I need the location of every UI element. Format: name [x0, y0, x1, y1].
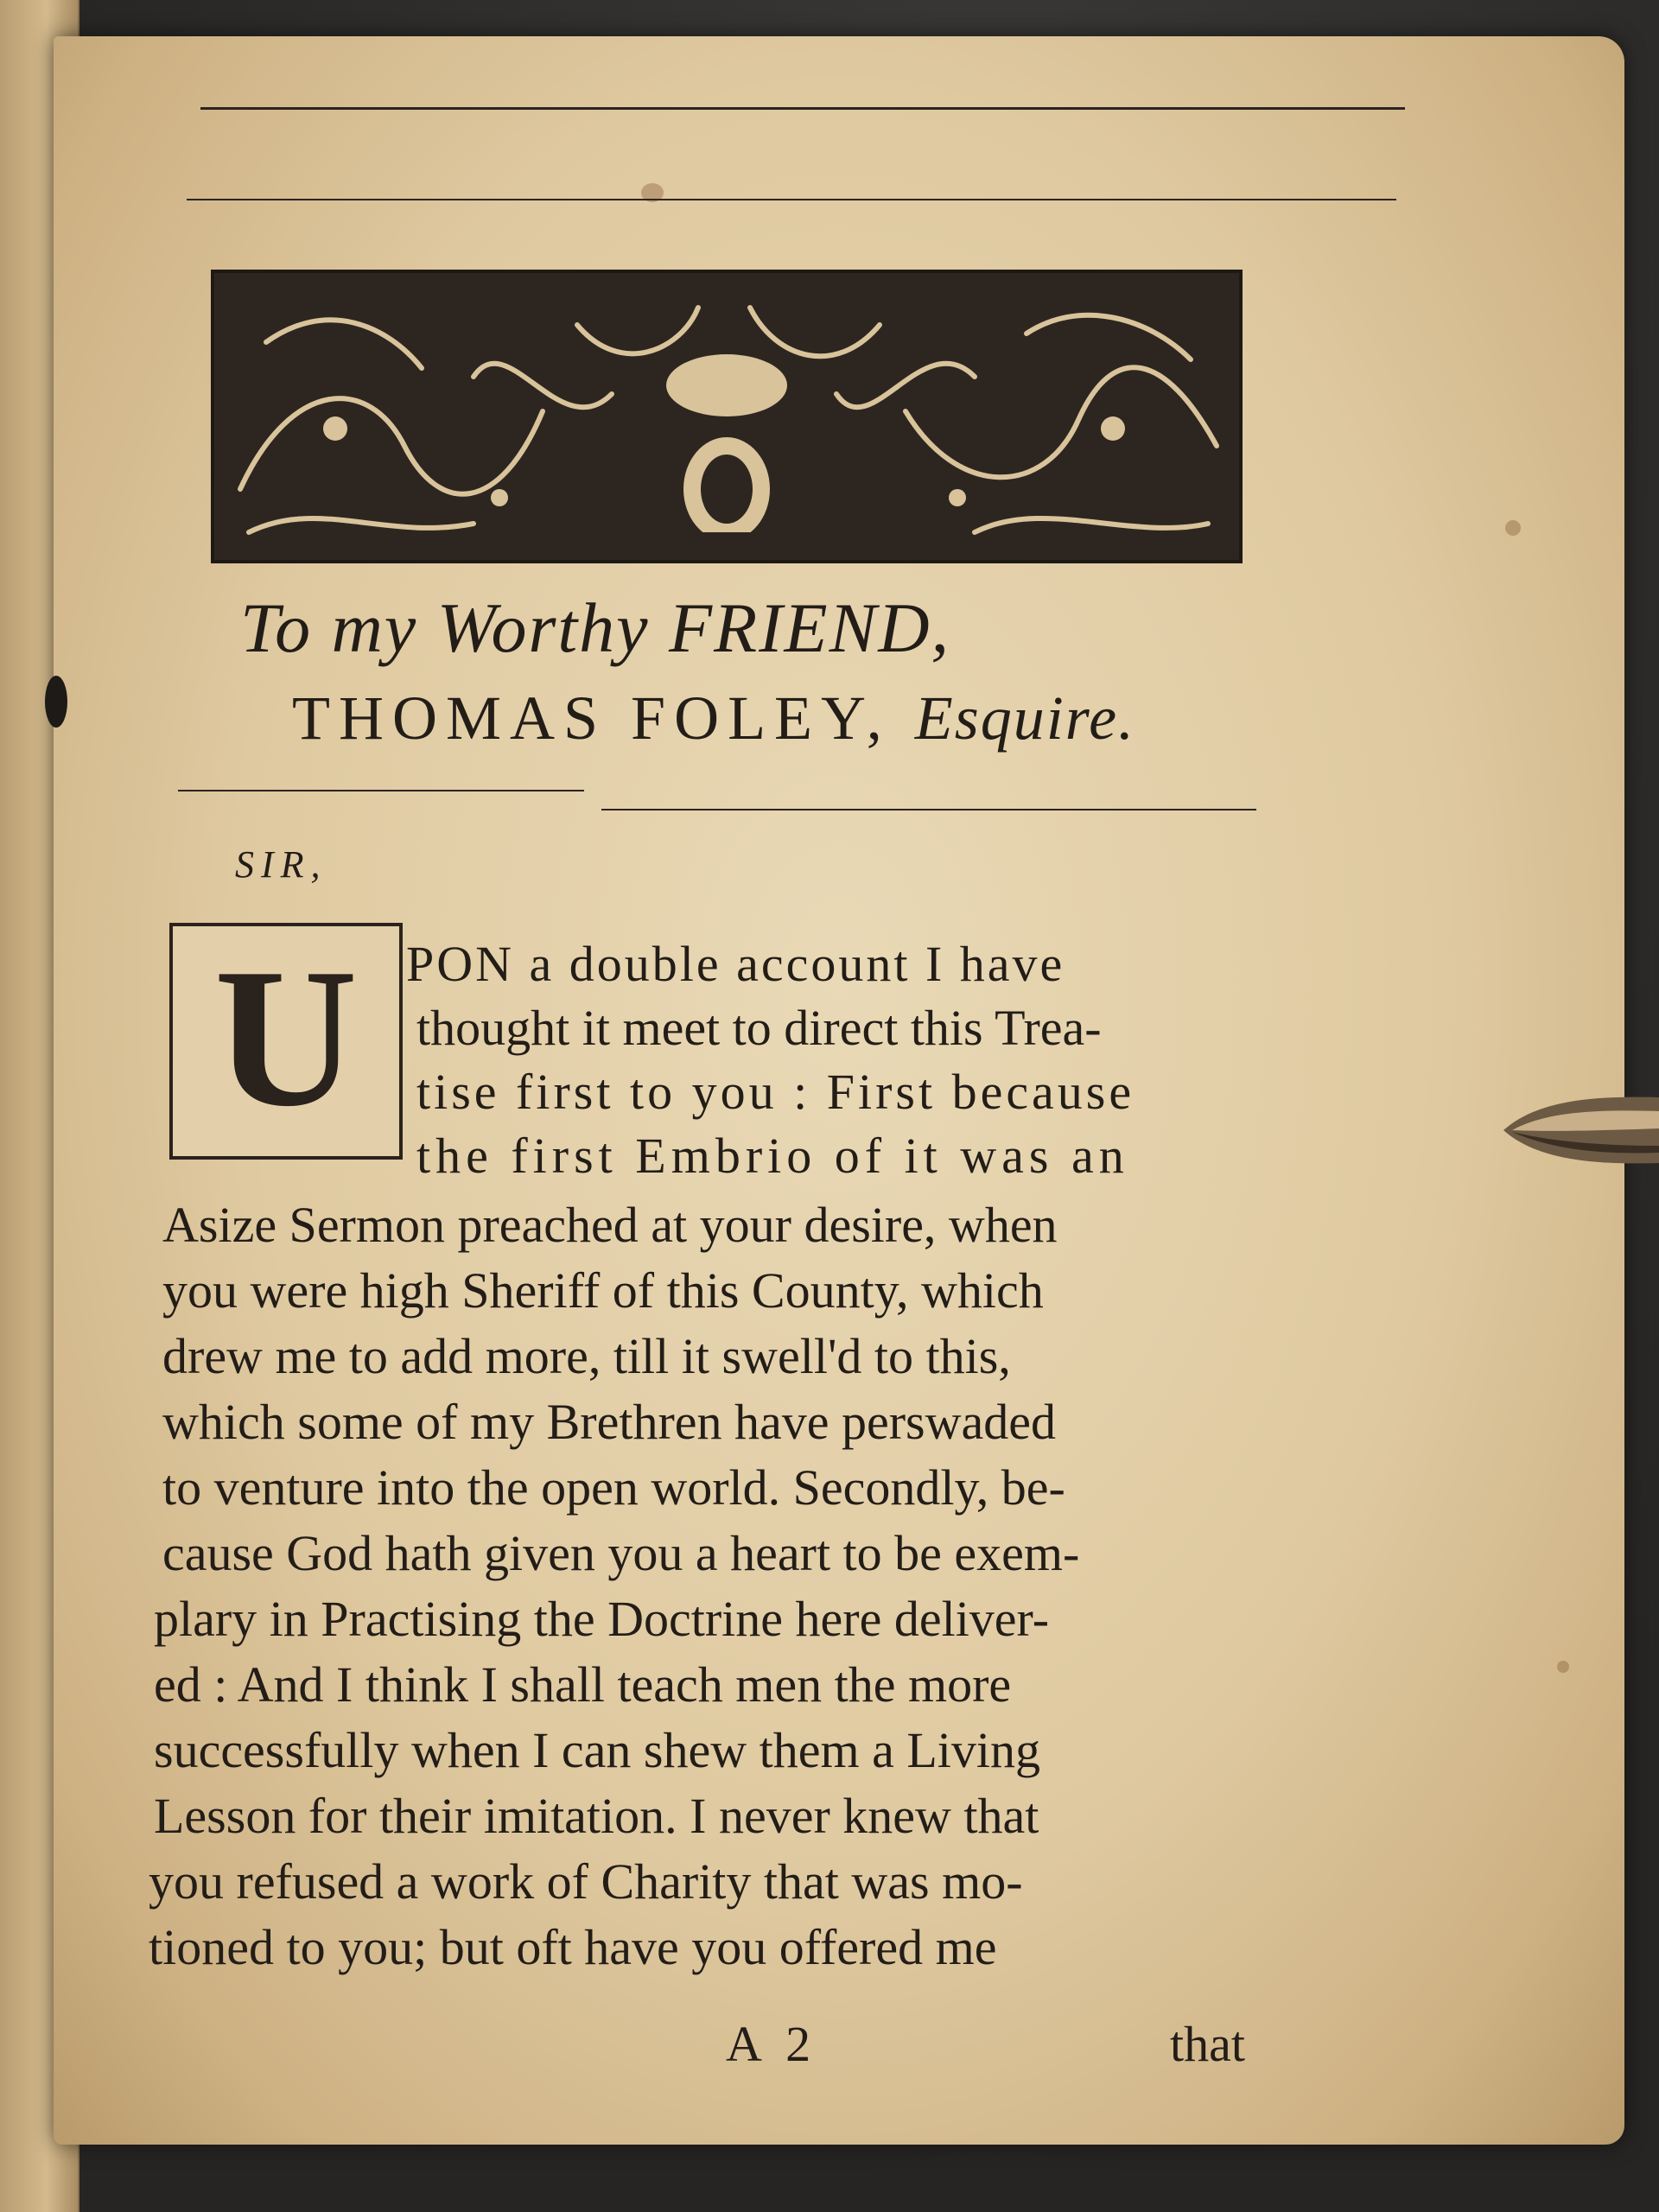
body-line: which some of my Brethren have perswaded: [162, 1394, 1057, 1450]
body-line: drew me to add more, till it swell'd to this,: [162, 1328, 1011, 1384]
catchword: that: [1170, 2016, 1245, 2072]
body-line: Lesson for their imitation. I never knew that: [154, 1788, 1039, 1844]
salutation: SIR,: [235, 843, 327, 886]
signature-mark: A 2: [726, 2016, 818, 2072]
body-line: PON a double account I have: [406, 936, 1065, 992]
drop-cap-letter: U: [213, 927, 359, 1147]
body-line: Asize Sermon preached at your desire, when: [162, 1197, 1058, 1253]
body-line: cause God hath given you a heart to be exem-: [162, 1525, 1080, 1581]
top-rule: [200, 107, 1405, 110]
body-line: you refused a work of Charity that was mo-: [149, 1853, 1023, 1910]
body-line: tioned to you; but oft have you offered me: [149, 1919, 997, 1975]
dedicatee-name: THOMAS FOLEY,: [292, 683, 891, 753]
body-line: you were high Sheriff of this County, which: [162, 1262, 1044, 1319]
top-rule-second: [187, 199, 1396, 200]
metal-clip: [1503, 1090, 1659, 1170]
body-line: successfully when I can shew them a Living: [154, 1722, 1040, 1778]
body-line: ed : And I think I shall teach men the more: [154, 1656, 1012, 1713]
decorated-initial: [169, 923, 403, 1160]
dedicatee-title: Esquire.: [914, 683, 1136, 753]
body-line: to venture into the open world. Secondly, be-: [162, 1459, 1065, 1516]
dedication-heading: To my Worthy FRIEND,: [240, 588, 951, 667]
foxing-spot: [45, 676, 67, 728]
body-line: thought it meet to direct this Trea-: [416, 1000, 1102, 1056]
foxing-spot: [1505, 520, 1521, 536]
woodcut-ornament: [211, 270, 1243, 563]
heading-rule-right: [601, 809, 1256, 810]
body-line: tise first to you : First because: [416, 1064, 1135, 1120]
heading-rule-left: [178, 790, 584, 791]
dedicatee-line: [292, 683, 1135, 754]
body-line: the first Embrio of it was an: [416, 1128, 1129, 1184]
body-line: plary in Practising the Doctrine here deliver-: [154, 1591, 1050, 1647]
foxing-spot: [1557, 1661, 1569, 1673]
